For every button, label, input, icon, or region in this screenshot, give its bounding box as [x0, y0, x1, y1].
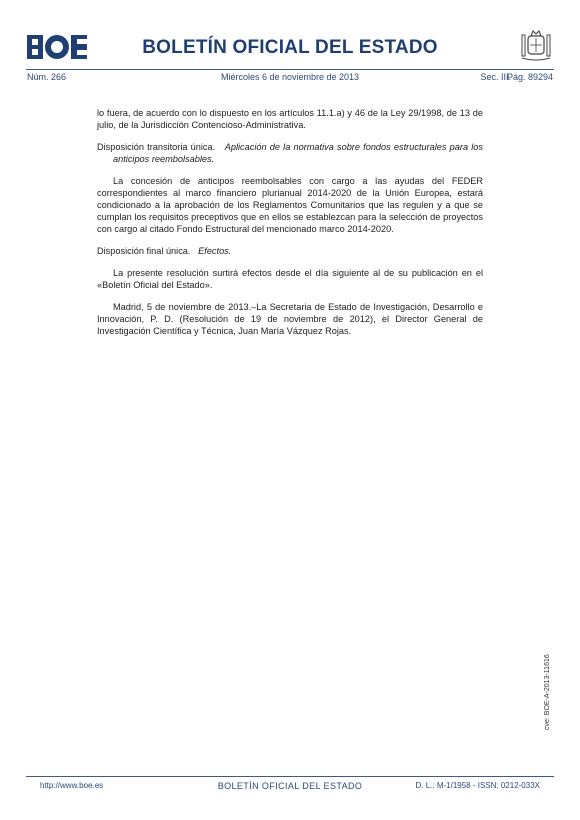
cve-code: cve: BOE-A-2013-11616 — [544, 654, 551, 730]
document-body — [97, 107, 483, 347]
paragraph: La presente resolución surtirá efectos desde el día siguiente al de su publicación en el «Boletín Oficial del Estado». — [97, 268, 483, 290]
issue-date: Miércoles 6 de noviembre de 2013 — [220, 72, 360, 82]
legal-deposit: D. L.: M-1/1958 - ISSN: 0212-033X — [415, 781, 540, 790]
transitional-provision-heading — [97, 141, 483, 165]
signature-paragraph: Madrid, 5 de noviembre de 2013.–La Secretaria de Estado de Investigación, Desarrollo e Innovación, P. D. (Resolución de 19 de noviembre de 2012), el Director General de Investigación Científica y Técnica, Juan María Vázquez Rojas. — [97, 302, 483, 336]
page-number: Pág. 89294 — [506, 72, 553, 82]
provision-title: Aplicación de la normativa sobre fondos estructurales para los anticipos reembolsables. — [113, 142, 483, 164]
coat-of-arms-icon — [519, 28, 553, 62]
boe-logo[interactable] — [27, 35, 87, 59]
issue-number: Núm. 266 — [27, 72, 67, 82]
boe-website-link[interactable]: http://www.boe.es — [40, 781, 104, 790]
final-provision-heading — [97, 245, 483, 257]
provision-title: Efectos. — [198, 246, 232, 256]
footer-title: BOLETÍN OFICIAL DEL ESTADO — [217, 781, 363, 791]
provision-label: Disposición transitoria única. — [97, 142, 216, 152]
footer-divider — [26, 776, 554, 777]
provision-label: Disposición final única. — [97, 246, 191, 256]
gazette-title: BOLETÍN OFICIAL DEL ESTADO — [142, 37, 438, 58]
section-label: Sec. III. — [480, 72, 511, 82]
paragraph: lo fuera, de acuerdo con lo dispuesto en los artículos 11.1.a) y 46 de la Ley 29/1998, de 13 de julio, de la Jurisdicción Contencioso-Administrativa. — [97, 108, 483, 130]
paragraph: La concesión de anticipos reembolsables con cargo a las ayudas del FEDER correspondientes al marco financiero plurianual 2014-2020 de la Unión Europea, estará condicionado a la aprobación de los Reglamentos Comunitarios que las regulen y a que se cumplan los requisitos preceptivos que en ellos se establezcan para la selección de proyectos con cargo al citado Fondo Estructural del mencionado marco 2014-2020. — [97, 176, 483, 234]
header-divider — [26, 69, 554, 70]
